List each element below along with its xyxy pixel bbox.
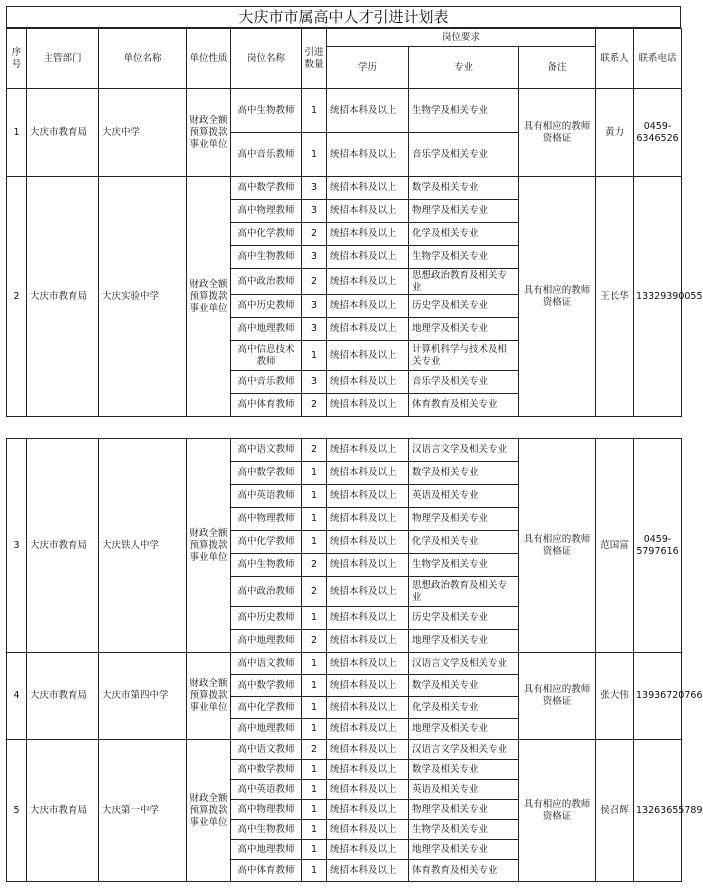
post-name: 高中体育教师	[231, 860, 302, 882]
post-count: 1	[302, 462, 327, 485]
post-major: 生物学及相关专业	[409, 246, 519, 269]
post-major: 生物学及相关专业	[409, 554, 519, 577]
post-education: 统招本科及以上	[327, 269, 409, 295]
header-contact: 联系人	[596, 29, 634, 89]
post-major: 体育教育及相关专业	[409, 860, 519, 882]
post-name: 高中物理教师	[231, 800, 302, 820]
unit-phone: 13329390055	[634, 177, 682, 417]
post-name: 高中化学教师	[231, 223, 302, 246]
post-name: 高中生物教师	[231, 554, 302, 577]
post-education: 统招本科及以上	[327, 508, 409, 531]
post-name: 高中地理教师	[231, 630, 302, 653]
post-major: 英语及相关专业	[409, 485, 519, 508]
post-education: 统招本科及以上	[327, 89, 409, 133]
post-count: 2	[302, 630, 327, 653]
post-major: 汉语言文学及相关专业	[409, 653, 519, 675]
unit-dept: 大庆市教育局	[27, 89, 99, 177]
post-name: 高中生物教师	[231, 820, 302, 840]
unit-dept: 大庆市教育局	[27, 439, 99, 653]
unit-nature: 财政全额预算拨款事业单位	[187, 177, 231, 417]
unit-nature: 财政全额预算拨款事业单位	[187, 439, 231, 653]
post-major: 音乐学及相关专业	[409, 133, 519, 177]
post-education: 统招本科及以上	[327, 485, 409, 508]
post-major: 数学及相关专业	[409, 177, 519, 200]
post-count: 1	[302, 89, 327, 133]
post-education: 统招本科及以上	[327, 200, 409, 223]
unit-seq: 1	[7, 89, 27, 177]
post-major: 化学及相关专业	[409, 223, 519, 246]
post-education: 统招本科及以上	[327, 820, 409, 840]
post-education: 统招本科及以上	[327, 630, 409, 653]
unit-contact: 侯召辉	[596, 740, 634, 882]
unit-contact: 范国富	[596, 439, 634, 653]
unit-contact: 黄力	[596, 89, 634, 177]
header-count: 引进数量	[302, 29, 327, 89]
post-education: 统招本科及以上	[327, 760, 409, 780]
post-education: 统招本科及以上	[327, 860, 409, 882]
post-education: 统招本科及以上	[327, 780, 409, 800]
unit-note: 具有相应的教师资格证	[519, 89, 596, 177]
post-name: 高中物理教师	[231, 200, 302, 223]
post-count: 2	[302, 554, 327, 577]
post-major: 历史学及相关专业	[409, 295, 519, 318]
post-count: 2	[302, 394, 327, 417]
post-count: 2	[302, 577, 327, 607]
unit-phone: 13263655789	[634, 740, 682, 882]
header-seq: 序号	[7, 29, 27, 89]
post-count: 3	[302, 177, 327, 200]
post-count: 1	[302, 341, 327, 371]
post-count: 1	[302, 133, 327, 177]
post-count: 1	[302, 697, 327, 719]
post-major: 化学及相关专业	[409, 531, 519, 554]
post-count: 1	[302, 719, 327, 740]
post-count: 1	[302, 607, 327, 630]
post-education: 统招本科及以上	[327, 295, 409, 318]
post-name: 高中语文教师	[231, 653, 302, 675]
header-phone: 联系电话	[634, 29, 682, 89]
header-requirements: 岗位要求	[327, 29, 596, 47]
unit-seq: 2	[7, 177, 27, 417]
recruitment-table-part-1	[6, 28, 703, 417]
post-name: 高中政治教师	[231, 577, 302, 607]
post-major: 地理学及相关专业	[409, 719, 519, 740]
post-major: 思想政治教育及相关专业	[409, 577, 519, 607]
unit-contact: 张大伟	[596, 653, 634, 740]
post-name: 高中数学教师	[231, 675, 302, 697]
post-count: 2	[302, 223, 327, 246]
table-row	[7, 439, 682, 462]
unit-dept: 大庆市教育局	[27, 177, 99, 417]
post-major: 数学及相关专业	[409, 760, 519, 780]
post-name: 高中英语教师	[231, 485, 302, 508]
table-row	[7, 177, 682, 200]
post-major: 英语及相关专业	[409, 780, 519, 800]
unit-dept: 大庆市教育局	[27, 653, 99, 740]
unit-dept: 大庆市教育局	[27, 740, 99, 882]
unit-name: 大庆铁人中学	[99, 439, 187, 653]
post-count: 3	[302, 295, 327, 318]
post-count: 1	[302, 820, 327, 840]
post-major: 生物学及相关专业	[409, 820, 519, 840]
unit-name: 大庆第一中学	[99, 740, 187, 882]
post-major: 物理学及相关专业	[409, 508, 519, 531]
post-education: 统招本科及以上	[327, 439, 409, 462]
header-note: 备注	[519, 47, 596, 89]
post-major: 物理学及相关专业	[409, 800, 519, 820]
post-education: 统招本科及以上	[327, 341, 409, 371]
unit-name: 大庆实验中学	[99, 177, 187, 417]
unit-phone: 0459-6346526	[634, 89, 682, 177]
post-name: 高中语文教师	[231, 740, 302, 760]
post-education: 统招本科及以上	[327, 577, 409, 607]
post-count: 1	[302, 653, 327, 675]
post-name: 高中物理教师	[231, 508, 302, 531]
table-row	[7, 89, 682, 133]
post-education: 统招本科及以上	[327, 740, 409, 760]
post-major: 地理学及相关专业	[409, 630, 519, 653]
post-major: 生物学及相关专业	[409, 89, 519, 133]
post-name: 高中语文教师	[231, 439, 302, 462]
unit-name: 大庆市第四中学	[99, 653, 187, 740]
post-education: 统招本科及以上	[327, 800, 409, 820]
post-education: 统招本科及以上	[327, 462, 409, 485]
table-row	[7, 740, 682, 760]
post-name: 高中化学教师	[231, 697, 302, 719]
post-name: 高中地理教师	[231, 840, 302, 860]
unit-note: 具有相应的教师资格证	[519, 439, 596, 653]
post-name: 高中历史教师	[231, 607, 302, 630]
post-education: 统招本科及以上	[327, 697, 409, 719]
post-name: 高中生物教师	[231, 89, 302, 133]
post-count: 3	[302, 371, 327, 394]
post-education: 统招本科及以上	[327, 371, 409, 394]
header-post: 岗位名称	[231, 29, 302, 89]
unit-nature: 财政全额预算拨款事业单位	[187, 740, 231, 882]
unit-nature: 财政全额预算拨款事业单位	[187, 653, 231, 740]
post-education: 统招本科及以上	[327, 653, 409, 675]
post-major: 音乐学及相关专业	[409, 371, 519, 394]
post-name: 高中信息技术教师	[231, 341, 302, 371]
unit-nature: 财政全额预算拨款事业单位	[187, 89, 231, 177]
post-count: 2	[302, 740, 327, 760]
recruitment-table-part-2	[6, 438, 703, 882]
post-name: 高中音乐教师	[231, 133, 302, 177]
post-name: 高中音乐教师	[231, 371, 302, 394]
post-education: 统招本科及以上	[327, 223, 409, 246]
post-count: 2	[302, 269, 327, 295]
post-education: 统招本科及以上	[327, 607, 409, 630]
post-count: 2	[302, 439, 327, 462]
post-major: 数学及相关专业	[409, 675, 519, 697]
post-count: 1	[302, 485, 327, 508]
post-education: 统招本科及以上	[327, 554, 409, 577]
post-count: 3	[302, 200, 327, 223]
post-major: 地理学及相关专业	[409, 840, 519, 860]
post-education: 统招本科及以上	[327, 177, 409, 200]
post-education: 统招本科及以上	[327, 719, 409, 740]
unit-note: 具有相应的教师资格证	[519, 740, 596, 882]
post-major: 计算机科学与技术及相关专业	[409, 341, 519, 371]
post-major: 历史学及相关专业	[409, 607, 519, 630]
unit-name: 大庆中学	[99, 89, 187, 177]
unit-contact: 王长华	[596, 177, 634, 417]
post-name: 高中化学教师	[231, 531, 302, 554]
post-count: 3	[302, 318, 327, 341]
post-count: 1	[302, 531, 327, 554]
post-name: 高中数学教师	[231, 177, 302, 200]
unit-note: 具有相应的教师资格证	[519, 177, 596, 417]
unit-seq: 5	[7, 740, 27, 882]
post-major: 思想政治教育及相关专业	[409, 269, 519, 295]
table-title: 大庆市市属高中人才引进计划表	[6, 6, 681, 28]
unit-seq: 3	[7, 439, 27, 653]
post-education: 统招本科及以上	[327, 840, 409, 860]
header-unit: 单位名称	[99, 29, 187, 89]
post-count: 1	[302, 508, 327, 531]
post-count: 3	[302, 246, 327, 269]
post-name: 高中地理教师	[231, 719, 302, 740]
unit-phone: 0459-5797616	[634, 439, 682, 653]
post-major: 地理学及相关专业	[409, 318, 519, 341]
post-name: 高中地理教师	[231, 318, 302, 341]
post-name: 高中历史教师	[231, 295, 302, 318]
post-major: 汉语言文学及相关专业	[409, 439, 519, 462]
unit-phone: 13936720766	[634, 653, 682, 740]
post-count: 1	[302, 780, 327, 800]
post-major: 化学及相关专业	[409, 697, 519, 719]
post-name: 高中英语教师	[231, 780, 302, 800]
post-education: 统招本科及以上	[327, 531, 409, 554]
header-nature: 单位性质	[187, 29, 231, 89]
post-education: 统招本科及以上	[327, 394, 409, 417]
post-education: 统招本科及以上	[327, 246, 409, 269]
header-dept: 主管部门	[27, 29, 99, 89]
post-name: 高中体育教师	[231, 394, 302, 417]
unit-seq: 4	[7, 653, 27, 740]
post-education: 统招本科及以上	[327, 318, 409, 341]
post-count: 1	[302, 860, 327, 882]
post-major: 体育教育及相关专业	[409, 394, 519, 417]
post-major: 汉语言文学及相关专业	[409, 740, 519, 760]
post-name: 高中政治教师	[231, 269, 302, 295]
header-education: 学历	[327, 47, 409, 89]
post-major: 物理学及相关专业	[409, 200, 519, 223]
post-name: 高中生物教师	[231, 246, 302, 269]
post-count: 1	[302, 675, 327, 697]
unit-note: 具有相应的教师资格证	[519, 653, 596, 740]
post-education: 统招本科及以上	[327, 133, 409, 177]
post-name: 高中数学教师	[231, 462, 302, 485]
post-count: 1	[302, 800, 327, 820]
header-major: 专业	[409, 47, 519, 89]
post-name: 高中数学教师	[231, 760, 302, 780]
post-count: 1	[302, 840, 327, 860]
post-education: 统招本科及以上	[327, 675, 409, 697]
post-count: 1	[302, 760, 327, 780]
table-row	[7, 653, 682, 675]
post-major: 数学及相关专业	[409, 462, 519, 485]
